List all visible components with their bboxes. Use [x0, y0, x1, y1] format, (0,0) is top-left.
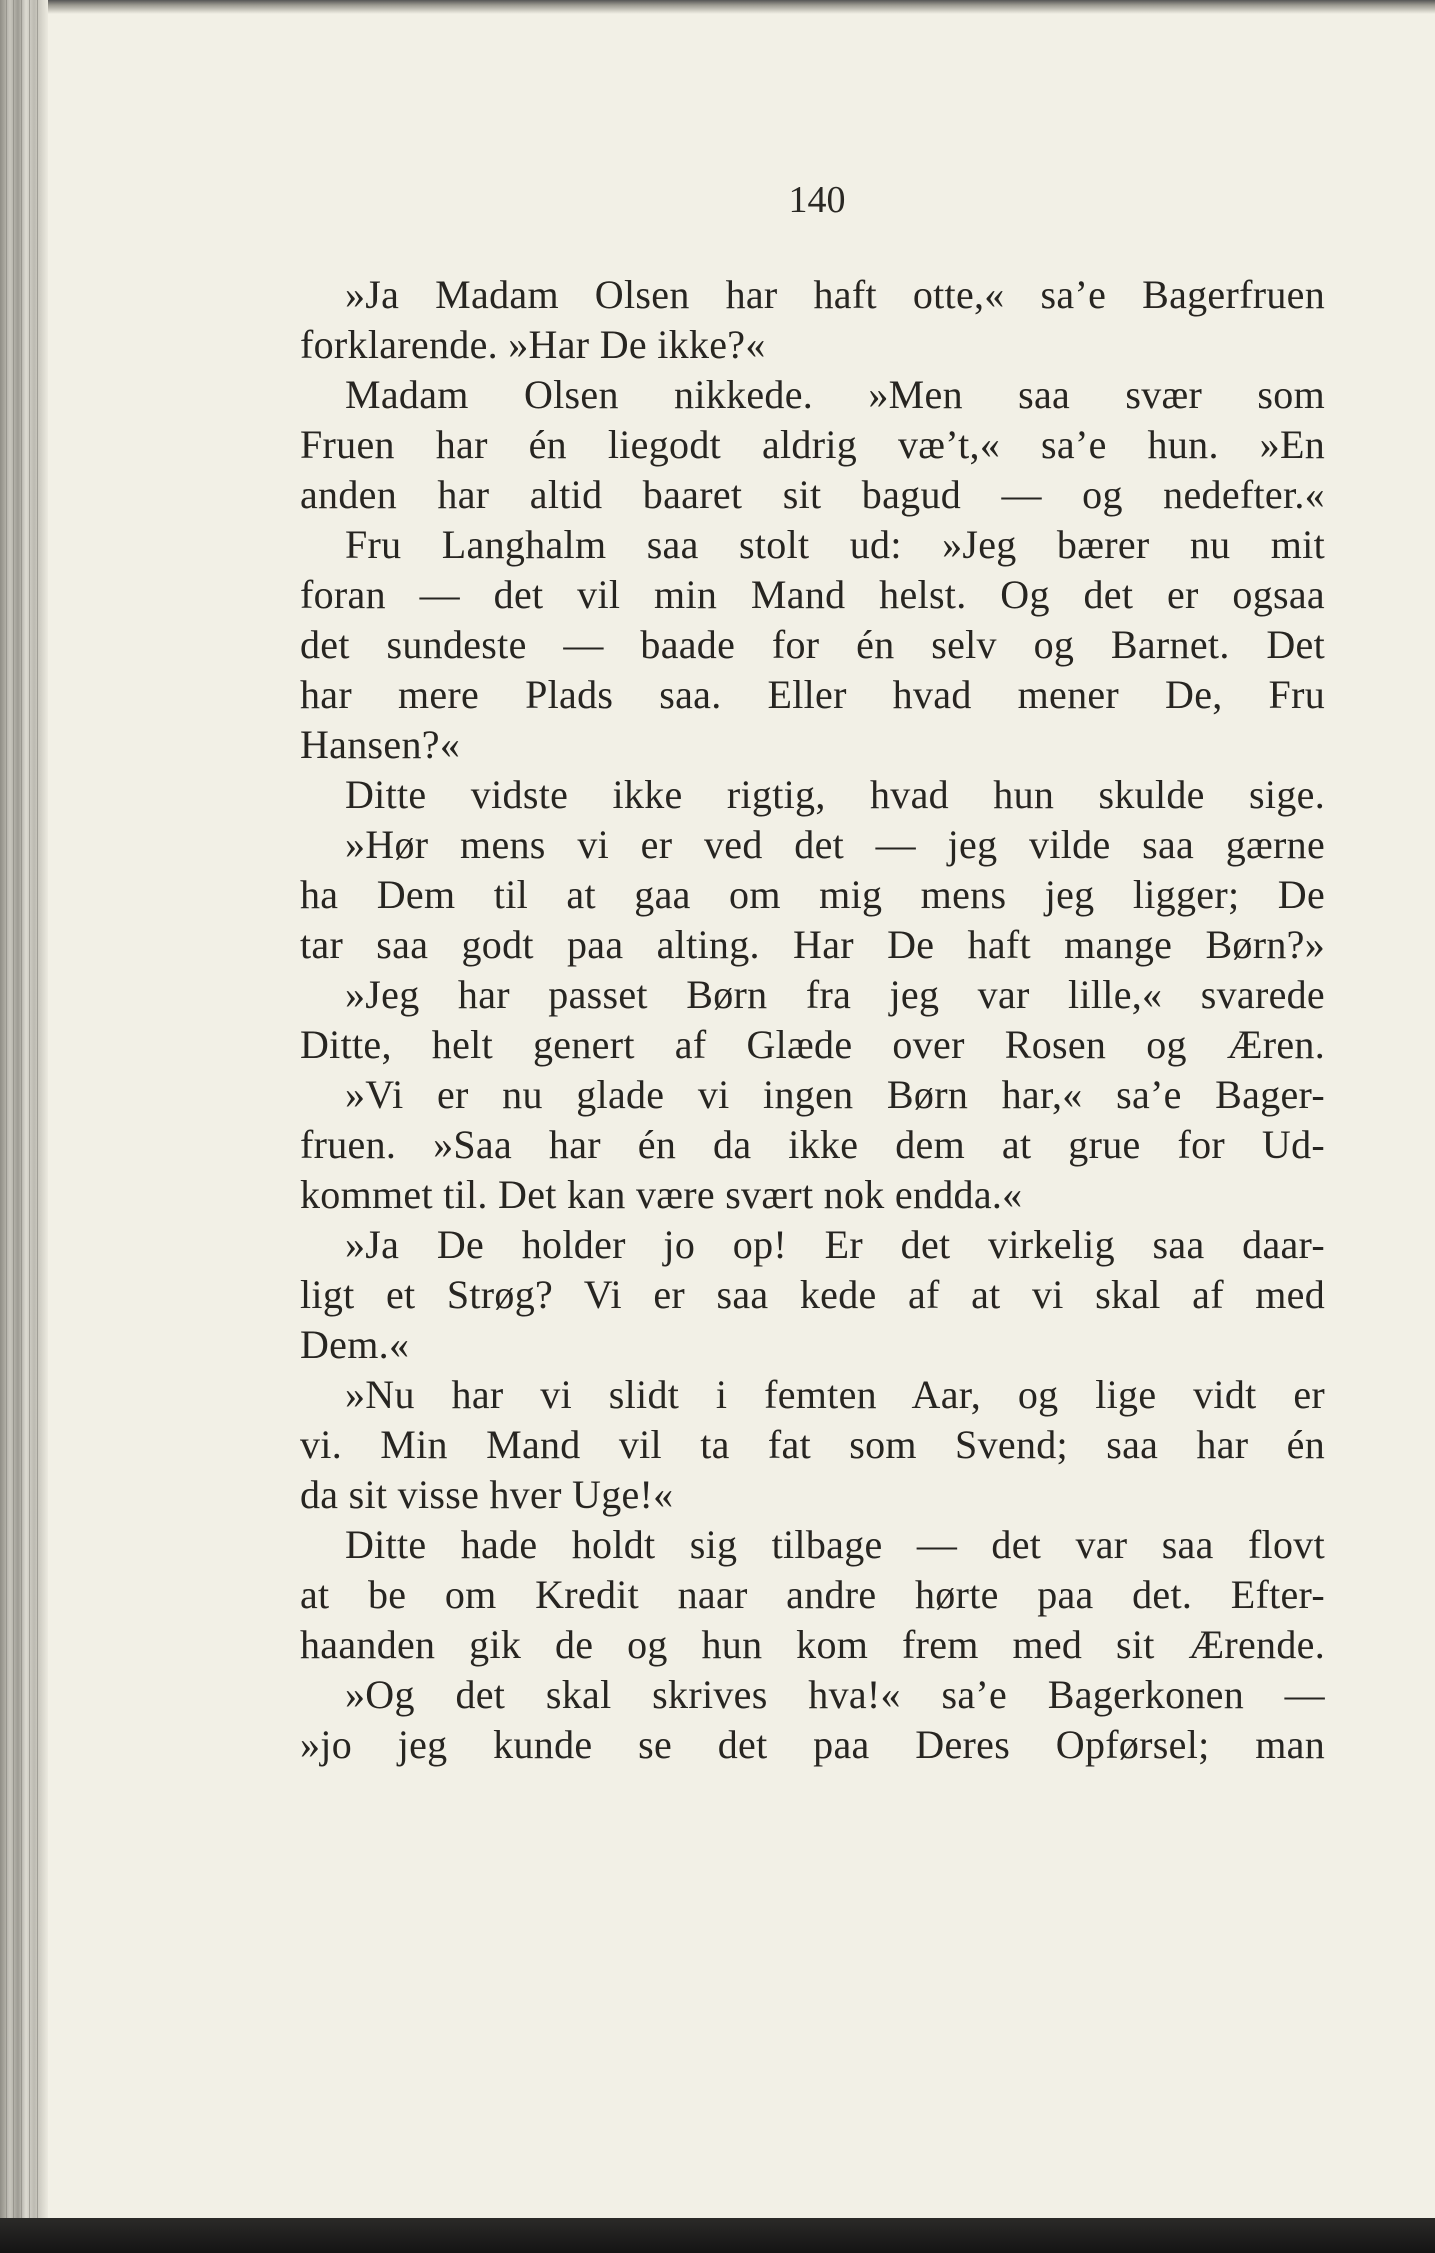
text-line: kommet til. Det kan være svært nok endda.«: [300, 1172, 1023, 1217]
text-line: Madam Olsen nikkede. »Men saa svær som: [345, 372, 1325, 417]
text-line: Ditte hade holdt sig tilbage — det var saa flovt: [345, 1522, 1325, 1567]
text-line: forklarende. »Har De ikke?«: [300, 322, 766, 367]
scan-bottom-edge: [0, 2218, 1435, 2253]
text-line: »Vi er nu glade vi ingen Børn har,« sa’e Bager-: [345, 1072, 1325, 1117]
text-line: »Ja De holder jo op! Er det virkelig saa daar-: [345, 1222, 1325, 1267]
text-line: »Jeg har passet Børn fra jeg var lille,« svarede: [345, 972, 1325, 1017]
text-line: det sundeste — baade for én selv og Barnet. Det: [300, 622, 1325, 667]
text-line: Fruen har én liegodt aldrig væ’t,« sa’e hun. »En: [300, 422, 1325, 467]
text-line: Dem.«: [300, 1322, 410, 1367]
text-line: »Ja Madam Olsen har haft otte,« sa’e Bagerfruen: [345, 272, 1325, 317]
text-line: »Nu har vi slidt i femten Aar, og lige vidt er: [345, 1372, 1325, 1417]
text-line: tar saa godt paa alting. Har De haft mange Børn?»: [300, 922, 1325, 967]
page-top-edge: [0, 0, 1435, 14]
text-line: »jo jeg kunde se det paa Deres Opførsel; man: [300, 1722, 1325, 1767]
text-line: ligt et Strøg? Vi er saa kede af at vi skal af med: [300, 1272, 1325, 1317]
page-text: [300, 270, 1325, 1770]
text-line: »Og det skal skrives hva!« sa’e Bagerkonen —: [345, 1672, 1325, 1717]
text-line: da sit visse hver Uge!«: [300, 1472, 674, 1517]
page-binding: [0, 0, 48, 2218]
text-line: ha Dem til at gaa om mig mens jeg ligger; De: [300, 872, 1325, 917]
text-line: anden har altid baaret sit bagud — og nedefter.«: [300, 472, 1325, 517]
text-line: har mere Plads saa. Eller hvad mener De, Fru: [300, 672, 1325, 717]
text-line: »Hør mens vi er ved det — jeg vilde saa gærne: [345, 822, 1325, 867]
text-line: Ditte vidste ikke rigtig, hvad hun skulde sige.: [345, 772, 1325, 817]
text-line: at be om Kredit naar andre hørte paa det. Efter-: [300, 1572, 1325, 1617]
text-line: fruen. »Saa har én da ikke dem at grue for Ud-: [300, 1122, 1325, 1167]
text-line: vi. Min Mand vil ta fat som Svend; saa har én: [300, 1422, 1325, 1467]
text-line: haanden gik de og hun kom frem med sit Ærende.: [300, 1622, 1325, 1667]
text-line: foran — det vil min Mand helst. Og det er ogsaa: [300, 572, 1325, 617]
text-line: Hansen?«: [300, 722, 461, 767]
text-line: Ditte, helt genert af Glæde over Rosen og Æren.: [300, 1022, 1325, 1067]
text-line: Fru Langhalm saa stolt ud: »Jeg bærer nu mit: [345, 522, 1325, 567]
page-number: 140: [788, 179, 846, 221]
